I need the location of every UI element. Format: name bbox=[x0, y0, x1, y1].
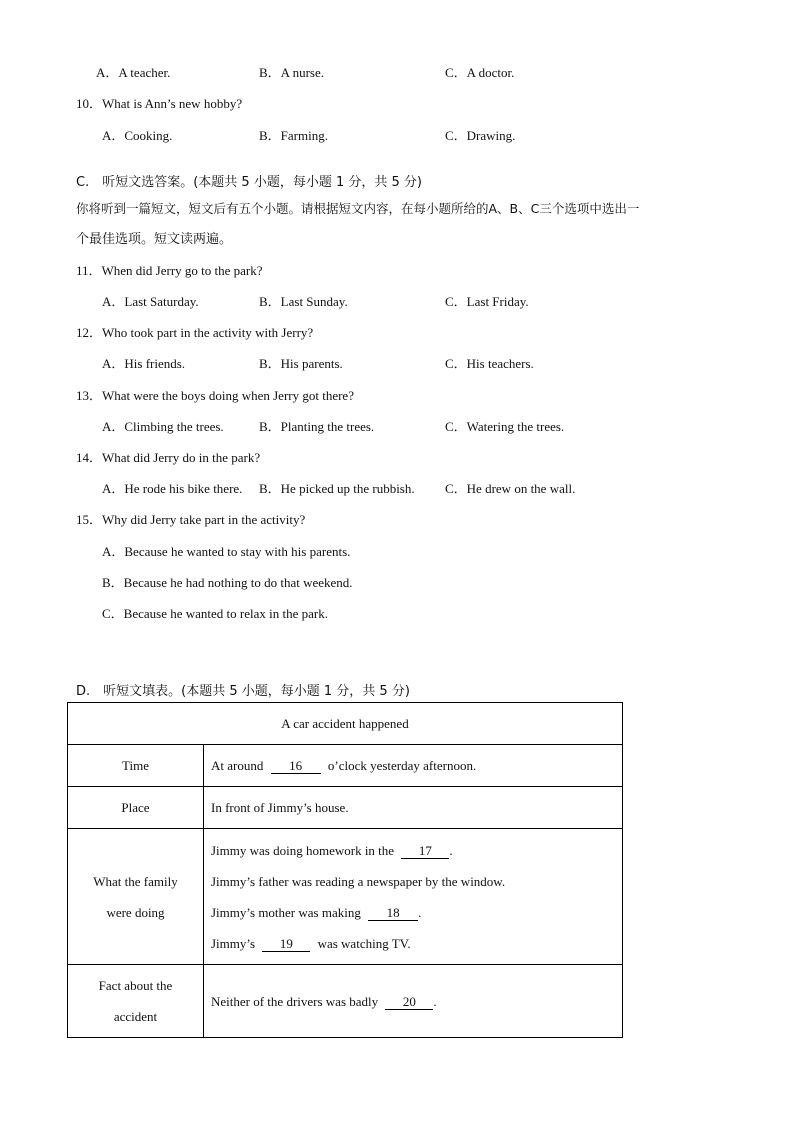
section-d-heading: D. 听短文填表。(本题共 5 小题，每小题 1 分，共 5 分) bbox=[76, 684, 410, 699]
blank-20: 20 bbox=[385, 995, 433, 1010]
family-line-1 bbox=[211, 835, 622, 866]
q12-option-a: A．His friends. bbox=[102, 356, 186, 371]
q10-question: 10．What is Ann’s new hobby? bbox=[76, 96, 243, 111]
q13-option-c: C．Watering the trees. bbox=[445, 419, 565, 434]
table-row bbox=[68, 787, 623, 829]
family-line-3 bbox=[211, 897, 622, 928]
q11-option-a: A．Last Saturday. bbox=[102, 294, 199, 309]
q14-question: 14．What did Jerry do in the park? bbox=[76, 450, 261, 465]
place-label: Place bbox=[68, 787, 204, 829]
time-pre: At around bbox=[211, 758, 264, 773]
f4-post: was watching TV. bbox=[317, 935, 411, 951]
place-value: In front of Jimmy’s house. bbox=[204, 787, 623, 829]
time-value bbox=[204, 745, 623, 787]
blank-17: 17 bbox=[401, 844, 449, 859]
q10-option-b: B．Farming. bbox=[259, 128, 328, 143]
q11-option-b: B．Last Sunday. bbox=[259, 294, 348, 309]
q9-option-a: A．A teacher. bbox=[96, 65, 171, 80]
f1-pre: Jimmy was doing homework in the bbox=[211, 842, 395, 858]
family-label-line-1: What the family bbox=[93, 873, 178, 889]
time-post: o’clock yesterday afternoon. bbox=[327, 758, 477, 773]
q10-option-c: C．Drawing. bbox=[445, 128, 516, 143]
family-line-4 bbox=[211, 928, 622, 959]
q15-question: 15．Why did Jerry take part in the activity? bbox=[76, 512, 306, 527]
fact-value bbox=[204, 965, 623, 1038]
table-title: A car accident happened bbox=[68, 703, 623, 745]
time-label: Time bbox=[68, 745, 204, 787]
q13-option-a: A．Climbing the trees. bbox=[102, 419, 224, 434]
q13-question: 13．What were the boys doing when Jerry got there? bbox=[76, 388, 354, 403]
accident-table bbox=[67, 702, 623, 1038]
q9-option-b: B．A nurse. bbox=[259, 65, 325, 80]
fact-label-line-2: accident bbox=[113, 1009, 158, 1024]
f3-post: . bbox=[418, 904, 422, 920]
q15-option-b: B．Because he had nothing to do that weekend. bbox=[102, 575, 353, 590]
q11-option-c: C．Last Friday. bbox=[445, 294, 529, 309]
table-row bbox=[68, 703, 623, 745]
table-row bbox=[68, 829, 623, 965]
family-label-line-2: were doing bbox=[106, 904, 165, 920]
f4-pre: Jimmy’s bbox=[211, 935, 256, 951]
fact-label bbox=[68, 965, 204, 1038]
fact-post: . bbox=[433, 993, 437, 1009]
table-row bbox=[68, 965, 623, 1038]
fact-pre: Neither of the drivers was badly bbox=[211, 993, 379, 1009]
q12-option-c: C．His teachers. bbox=[445, 356, 534, 371]
q14-option-c: C．He drew on the wall. bbox=[445, 481, 576, 496]
blank-18: 18 bbox=[368, 906, 418, 921]
section-c-heading: C. 听短文选答案。(本题共 5 小题，每小题 1 分，共 5 分) bbox=[76, 175, 422, 190]
section-c-instruction-2: 个最佳选项。短文读两遍。 bbox=[76, 232, 233, 247]
fact-label-line-1: Fact about the bbox=[98, 978, 173, 993]
q10-option-a: A．Cooking. bbox=[102, 128, 173, 143]
q11-question: 11．When did Jerry go to the park? bbox=[76, 263, 263, 278]
family-line-2: Jimmy’s father was reading a newspaper by the window. bbox=[211, 873, 506, 889]
q13-option-b: B．Planting the trees. bbox=[259, 419, 375, 434]
q15-option-c: C．Because he wanted to relax in the park. bbox=[102, 606, 328, 621]
q14-option-b: B．He picked up the rubbish. bbox=[259, 481, 415, 496]
section-c-instruction-1: 你将听到一篇短文，短文后有五个小题。请根据短文内容，在每小题所给的A、B、C三个选项中选出一 bbox=[76, 201, 640, 216]
q12-question: 12．Who took part in the activity with Jerry? bbox=[76, 325, 314, 340]
q15-option-a: A．Because he wanted to stay with his parents. bbox=[102, 544, 351, 559]
blank-16: 16 bbox=[271, 759, 321, 774]
family-values bbox=[204, 829, 623, 965]
q12-option-b: B．His parents. bbox=[259, 356, 343, 371]
q14-option-a: A．He rode his bike there. bbox=[102, 481, 243, 496]
q9-option-c: C．A doctor. bbox=[445, 65, 515, 80]
f3-pre: Jimmy’s mother was making bbox=[211, 904, 361, 920]
f1-post: . bbox=[449, 842, 453, 858]
table-row bbox=[68, 745, 623, 787]
blank-19: 19 bbox=[262, 937, 310, 952]
family-label bbox=[68, 829, 204, 965]
